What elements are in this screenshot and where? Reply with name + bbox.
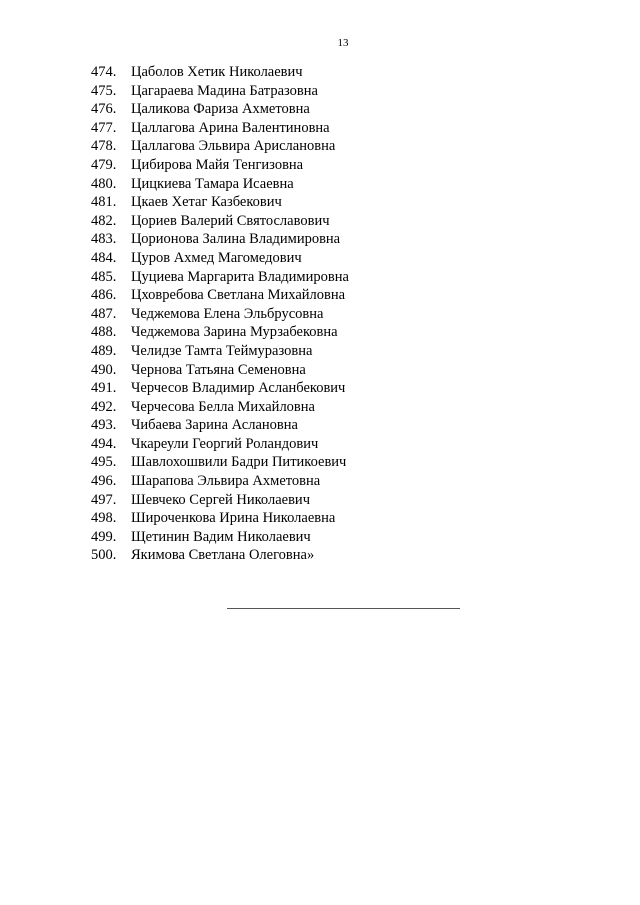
item-number: 496.	[91, 473, 117, 490]
item-number: 499.	[91, 528, 117, 545]
item-number: 478.	[91, 138, 117, 155]
list-item	[91, 193, 349, 212]
list-item	[91, 416, 349, 435]
list-item	[91, 398, 349, 417]
item-name: Якимова Светлана Олеговна»	[131, 547, 315, 564]
item-name: Щетинин Вадим Николаевич	[131, 528, 311, 545]
list-item	[91, 230, 349, 249]
item-name: Черчесова Белла Михайловна	[131, 398, 315, 415]
list-item	[91, 546, 349, 565]
item-number: 484.	[91, 249, 117, 266]
item-name: Цорионова Залина Владимировна	[131, 231, 341, 248]
list-item	[91, 361, 349, 380]
item-name: Челидзе Тамта Теймуразовна	[131, 342, 313, 359]
item-number: 492.	[91, 398, 117, 415]
list-item	[91, 491, 349, 510]
list-item	[91, 342, 349, 361]
item-number: 475.	[91, 82, 117, 99]
list-item	[91, 305, 349, 324]
list-item	[91, 435, 349, 454]
item-name: Черчесов Владимир Асланбекович	[131, 380, 346, 397]
item-number: 494.	[91, 435, 117, 452]
item-name: Шевчеко Сергей Николаевич	[131, 491, 310, 508]
item-number: 500.	[91, 547, 117, 564]
item-number: 487.	[91, 305, 117, 322]
list-item	[91, 82, 349, 101]
item-number: 482.	[91, 212, 117, 229]
item-number: 483.	[91, 231, 117, 248]
item-name: Цицкиева Тамара Исаевна	[131, 175, 294, 192]
item-name: Цуров Ахмед Магомедович	[131, 249, 302, 266]
item-name: Цаликова Фариза Ахметовна	[131, 101, 310, 118]
list-item	[91, 137, 349, 156]
list-item	[91, 249, 349, 268]
item-number: 485.	[91, 268, 117, 285]
end-divider	[227, 608, 460, 609]
list-item	[91, 509, 349, 528]
item-name: Цкаев Хетаг Казбекович	[131, 194, 282, 211]
page-number: 13	[337, 37, 349, 49]
list-item	[91, 268, 349, 287]
item-number: 490.	[91, 361, 117, 378]
item-number: 481.	[91, 194, 117, 211]
item-name: Чкареули Георгий Роландович	[131, 435, 319, 452]
item-number: 488.	[91, 324, 117, 341]
item-name: Цибирова Майя Тенгизовна	[131, 156, 304, 173]
item-name: Шарапова Эльвира Ахметовна	[131, 473, 321, 490]
list-item	[91, 472, 349, 491]
item-name: Шавлохошвили Бадри Питикоевич	[131, 454, 347, 471]
item-number: 495.	[91, 454, 117, 471]
item-name: Чеджемова Елена Эльбрусовна	[131, 305, 324, 322]
list-item	[91, 119, 349, 138]
item-name: Чернова Татьяна Семеновна	[131, 361, 306, 378]
item-name: Цуциева Маргарита Владимировна	[131, 268, 349, 285]
item-number: 480.	[91, 175, 117, 192]
item-name: Чибаева Зарина Аслановна	[131, 417, 298, 434]
list-item	[91, 63, 349, 82]
item-number: 479.	[91, 156, 117, 173]
list-item	[91, 156, 349, 175]
item-name: Цаллагова Арина Валентиновна	[131, 119, 330, 136]
item-name: Цаболов Хетик Николаевич	[131, 64, 303, 80]
item-name: Цаллагова Эльвира Арислановна	[131, 138, 336, 155]
list-item	[91, 323, 349, 342]
list-item	[91, 212, 349, 231]
item-number: 493.	[91, 417, 117, 434]
list-item	[91, 286, 349, 305]
item-name: Широченкова Ирина Николаевна	[131, 510, 336, 527]
list-item	[91, 453, 349, 472]
item-number: 497.	[91, 491, 117, 508]
item-number: 486.	[91, 287, 117, 304]
item-name: Цагараева Мадина Батразовна	[131, 82, 318, 99]
list-item	[91, 379, 349, 398]
item-number: 489.	[91, 342, 117, 359]
list-item	[91, 100, 349, 119]
list-item	[91, 528, 349, 547]
item-number: 491.	[91, 380, 117, 397]
item-number: 474.	[91, 64, 117, 80]
item-number: 498.	[91, 510, 117, 527]
item-name: Цховребова Светлана Михайловна	[131, 287, 346, 304]
item-number: 476.	[91, 101, 117, 118]
list-item	[91, 175, 349, 194]
item-name: Цориев Валерий Святославович	[131, 212, 330, 229]
name-list	[91, 63, 349, 565]
item-number: 477.	[91, 119, 117, 136]
item-name: Чеджемова Зарина Мурзабековна	[131, 324, 338, 341]
